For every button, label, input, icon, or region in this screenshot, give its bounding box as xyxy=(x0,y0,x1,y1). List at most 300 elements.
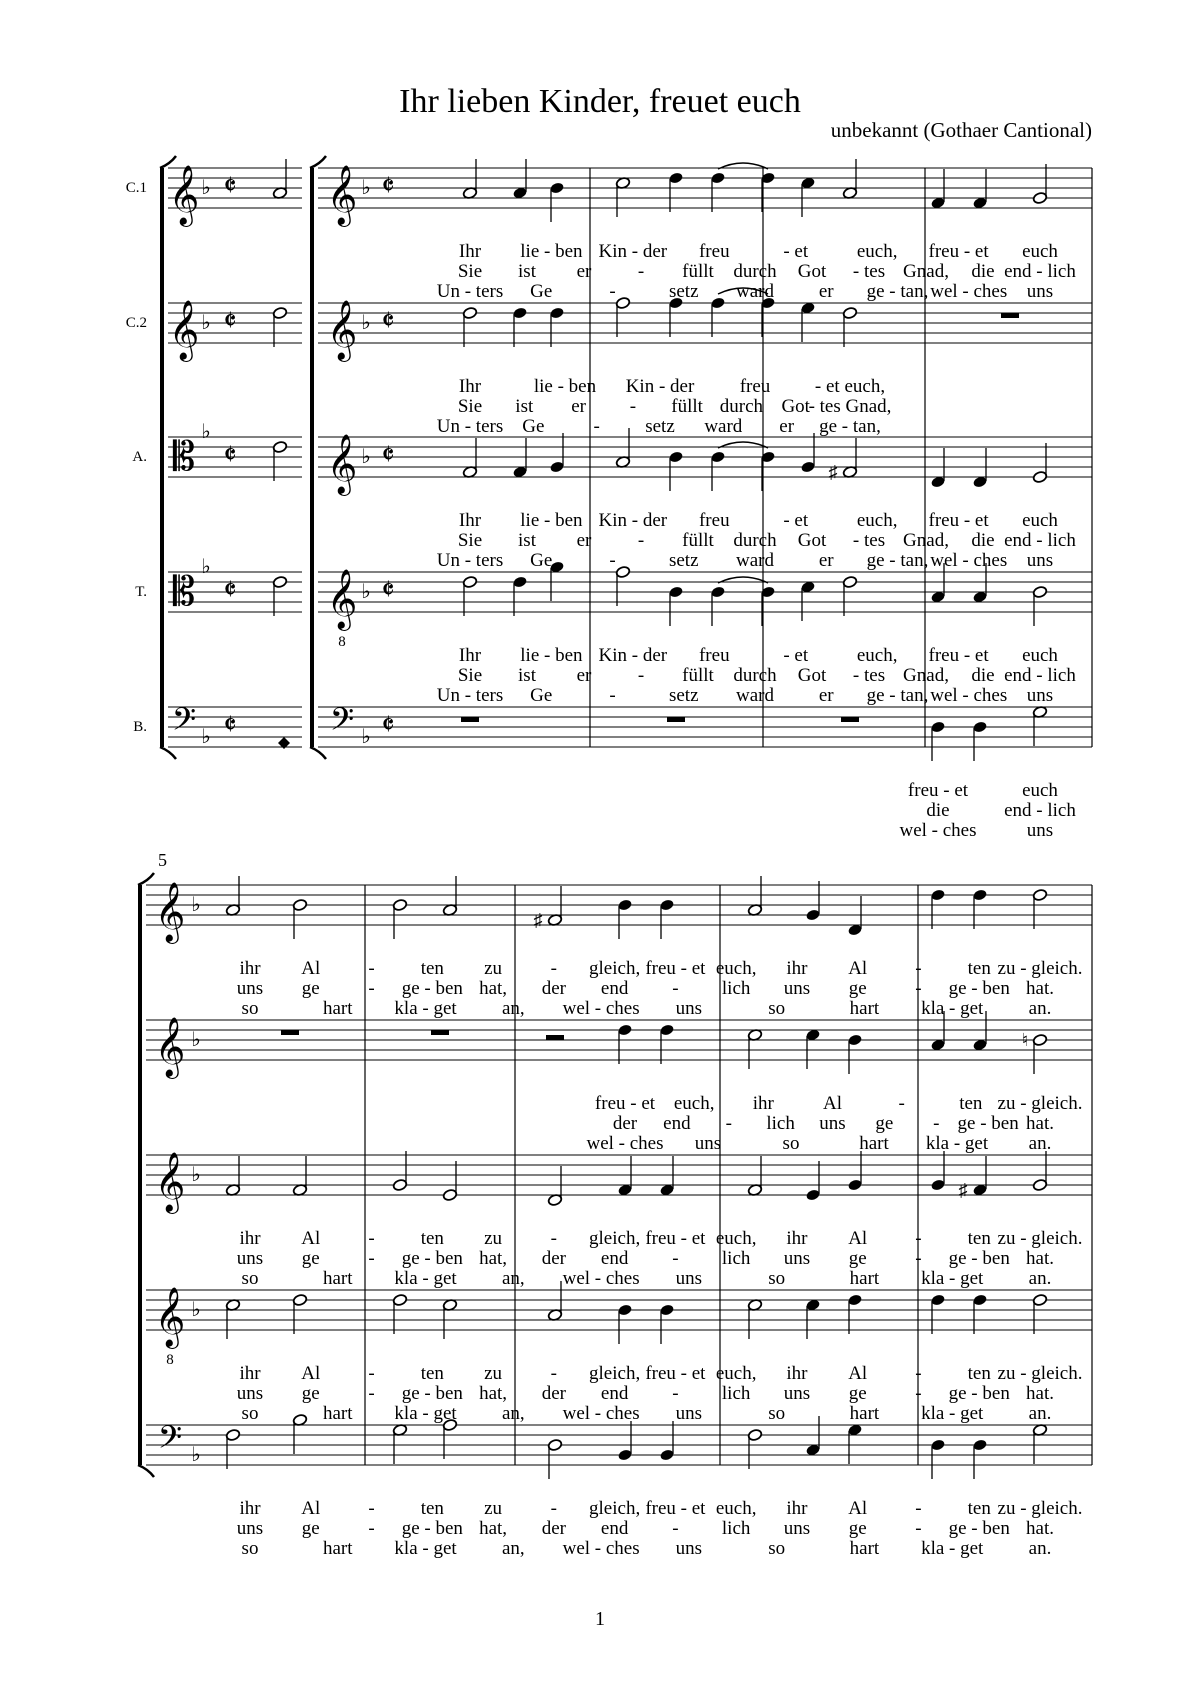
lyric-syllable: kla - get xyxy=(921,998,984,1019)
lyric-syllable: füllt xyxy=(682,261,714,282)
lyric-syllable: er xyxy=(818,685,834,706)
lyric-syllable: ward xyxy=(736,685,774,706)
lyric-syllable: freu - et xyxy=(907,780,969,801)
lyric-syllable: freu - et xyxy=(645,958,706,979)
lyric-syllable: ge xyxy=(301,1383,320,1404)
lyric-syllable: ten xyxy=(420,1498,444,1519)
lyric-syllable: euch, xyxy=(856,241,898,262)
composer-credit: unbekannt (Gothaer Cantional) xyxy=(830,118,1092,142)
lyric-syllable: Ge xyxy=(530,281,553,302)
c-clef-icon: 𝄡 xyxy=(172,569,196,614)
lyric-syllable: hart xyxy=(323,998,353,1019)
lyric-syllable: so xyxy=(782,1133,800,1154)
lyric-syllable: ihr xyxy=(786,1228,808,1249)
lyric-syllable: Al xyxy=(848,1228,868,1249)
lyric-syllable: freu - et xyxy=(645,1498,706,1519)
lyric-syllable: ward xyxy=(704,416,743,437)
lyric-syllable: - et euch, xyxy=(814,376,886,397)
lyric-syllable: an. xyxy=(1028,998,1052,1019)
lyric-syllable: freu - et xyxy=(645,1228,706,1249)
lyric-syllable: uns xyxy=(783,1518,811,1539)
lyric-syllable: zu - gleich. xyxy=(997,1228,1083,1249)
lyric-syllable: ist xyxy=(518,530,536,551)
lyric-syllable: end xyxy=(663,1113,691,1134)
lyric-syllable: zu - gleich. xyxy=(997,958,1083,979)
lyric-syllable: ge - ben xyxy=(948,978,1010,999)
lyric-syllable: freu xyxy=(698,510,730,531)
flat-key-signature-icon: ♭ xyxy=(361,581,371,603)
lyric-syllable: so xyxy=(768,1268,786,1289)
lyric-syllable: Un - ters xyxy=(436,550,504,571)
lyric-syllable: zu - gleich. xyxy=(997,1498,1083,1519)
lyric-syllable: hart xyxy=(849,1403,880,1424)
lyric-syllable: - et xyxy=(783,241,809,262)
lyric-syllable: ihr xyxy=(239,958,261,979)
lyric-syllable: der xyxy=(612,1113,638,1134)
lyric-syllable: ten xyxy=(967,1228,991,1249)
lyric-syllable: er xyxy=(576,530,592,551)
lyric-syllable: - xyxy=(368,1498,375,1519)
lyric-syllable: - xyxy=(915,1248,922,1269)
lyric-syllable: uns xyxy=(675,1403,703,1424)
lyric-syllable: uns xyxy=(819,1113,846,1134)
system1-bracket-top-hook xyxy=(310,156,326,168)
lyric-syllable: durch xyxy=(733,665,777,686)
lyric-syllable: ihr xyxy=(786,1498,808,1519)
lyric-syllable: zu xyxy=(484,1228,503,1249)
lyric-syllable: Sie xyxy=(457,396,483,417)
lyric-syllable: Al xyxy=(848,1363,868,1384)
lyric-syllable: end xyxy=(600,1383,629,1404)
lyric-syllable: Sie xyxy=(457,530,483,551)
lyric-syllable: hat, xyxy=(479,1248,508,1269)
lyric-syllable: wel - ches xyxy=(930,685,1008,706)
lyric-syllable: uns xyxy=(236,978,264,999)
lyric-syllable: uns xyxy=(236,1518,264,1539)
lyric-syllable: ge - ben xyxy=(948,1248,1010,1269)
whole-rest-icon xyxy=(461,717,479,722)
lyric-syllable: Sie xyxy=(457,665,483,686)
lyric-syllable: - xyxy=(915,978,922,999)
lyric-syllable: durch xyxy=(719,396,764,417)
lyric-syllable: ward xyxy=(736,281,774,302)
lyric-syllable: der xyxy=(541,1518,566,1539)
lyric-syllable: euch, xyxy=(856,510,898,531)
page-number: 1 xyxy=(595,1608,605,1630)
lyric-syllable: lie - ben xyxy=(520,241,583,262)
lyric-syllable: an, xyxy=(501,1403,525,1424)
lyric-syllable: freu xyxy=(698,645,730,666)
lyric-syllable: uns xyxy=(1026,820,1054,841)
lyric-syllable: hat. xyxy=(1026,978,1054,999)
lyric-syllable: end xyxy=(600,1518,629,1539)
lyric-syllable: Kin - der xyxy=(598,510,668,531)
flat-key-signature-icon: ♭ xyxy=(191,1299,201,1321)
lyric-syllable: kla - get xyxy=(921,1268,984,1289)
lyric-syllable: hart xyxy=(859,1133,889,1154)
lyric-syllable: füllt xyxy=(671,396,703,417)
cut-time-icon: 𝄵 xyxy=(381,439,395,472)
system1-bracket-bottom-hook xyxy=(310,747,326,759)
lyric-syllable: ihr xyxy=(752,1093,774,1114)
lyric-syllable: er xyxy=(571,396,586,417)
lyric-syllable: lie - ben xyxy=(533,376,597,397)
lyric-syllable: an. xyxy=(1028,1133,1052,1154)
flat-key-signature-icon: ♭ xyxy=(201,556,211,578)
lyric-syllable: gleich, xyxy=(589,1228,641,1249)
lyric-syllable: freu - et xyxy=(645,1363,706,1384)
lyric-syllable: wel - ches xyxy=(930,281,1008,302)
octave-treble-clef-mark: 8 xyxy=(166,1352,174,1368)
part-label-t: T. xyxy=(135,584,147,600)
lyric-syllable: ge xyxy=(301,978,320,999)
lyric-syllable: füllt xyxy=(682,665,714,686)
lyric-syllable: - xyxy=(637,665,645,686)
treble-clef-icon: 𝄞 xyxy=(326,302,358,359)
lyric-syllable: - xyxy=(593,416,600,437)
lyric-syllable: euch xyxy=(1022,241,1058,262)
lyric-syllable: an. xyxy=(1028,1403,1052,1424)
lyric-syllable: füllt xyxy=(682,530,714,551)
lyric-syllable: wel - ches xyxy=(562,1538,640,1559)
lyric-syllable: gleich, xyxy=(589,1363,641,1384)
lyric-syllable: euch xyxy=(1022,510,1058,531)
lyric-syllable: end - lich xyxy=(1004,665,1076,686)
lyric-syllable: - tes xyxy=(852,530,886,551)
lyric-syllable: Ihr xyxy=(458,645,482,666)
lyric-syllable: zu xyxy=(484,958,503,979)
lyric-syllable: Al xyxy=(848,958,868,979)
lyric-syllable: kla - get xyxy=(921,1403,984,1424)
treble-clef-icon: 𝄞 xyxy=(326,167,358,224)
lyric-syllable: lich xyxy=(721,1518,751,1539)
lyric-syllable: freu - et xyxy=(928,645,989,666)
half-rest-icon xyxy=(546,1035,564,1040)
lyric-syllable: - xyxy=(672,1518,679,1539)
lyric-syllable: die xyxy=(926,800,950,821)
lyric-syllable: uns xyxy=(783,1248,811,1269)
lyric-syllable: uns xyxy=(783,978,811,999)
lyric-syllable: zu xyxy=(484,1363,503,1384)
lyric-syllable: ge xyxy=(301,1518,320,1539)
lyric-syllable: lich xyxy=(766,1113,795,1134)
lyric-syllable: uns xyxy=(675,998,703,1019)
lyric-syllable: - xyxy=(368,978,375,999)
treble-clef-icon: 𝄞 xyxy=(154,884,186,941)
lyric-syllable: - tes Gnad, xyxy=(808,396,892,417)
lyric-syllable: Al xyxy=(848,1498,868,1519)
treble-clef-icon: 𝄞 xyxy=(168,167,200,224)
lyric-syllable: die xyxy=(971,665,995,686)
bass-clef-icon: 𝄢 xyxy=(329,703,355,745)
lyric-syllable: uns xyxy=(694,1133,722,1154)
whole-rest-icon xyxy=(841,717,859,722)
flat-key-signature-icon: ♭ xyxy=(201,421,211,443)
lyric-syllable: an, xyxy=(501,1538,525,1559)
lyric-syllable: hat, xyxy=(479,1383,508,1404)
measure-number: 5 xyxy=(158,850,167,870)
lyric-syllable: ge - ben xyxy=(401,1518,463,1539)
lyric-syllable: Kin - der xyxy=(625,376,695,397)
lyric-syllable: gleich, xyxy=(589,958,641,979)
lyric-syllable: Kin - der xyxy=(598,241,668,262)
lyric-syllable: gleich, xyxy=(589,1498,641,1519)
lyric-syllable: hat, xyxy=(479,978,508,999)
flat-key-signature-icon: ♭ xyxy=(191,894,201,916)
lyric-syllable: ihr xyxy=(786,958,808,979)
lyric-syllable: zu - gleich. xyxy=(997,1093,1083,1114)
lyric-syllable: hart xyxy=(849,1538,880,1559)
lyric-syllable: Got xyxy=(781,396,810,417)
lyric-syllable: er xyxy=(818,550,834,571)
lyric-syllable: Un - ters xyxy=(436,281,504,302)
lyric-syllable: Ihr xyxy=(458,510,482,531)
lyric-syllable: euch, xyxy=(715,1228,757,1249)
lyric-syllable: so xyxy=(768,1538,786,1559)
lyric-syllable: Kin - der xyxy=(598,645,668,666)
lyric-syllable: ten xyxy=(959,1093,983,1114)
lyric-syllable: an. xyxy=(1028,1268,1052,1289)
lyric-syllable: - xyxy=(915,958,922,979)
lyric-syllable: - xyxy=(933,1113,940,1134)
lyric-syllable: zu xyxy=(484,1498,503,1519)
lyric-syllable: ten xyxy=(420,1228,444,1249)
lyric-syllable: uns xyxy=(236,1248,264,1269)
lyric-syllable: - xyxy=(550,958,558,979)
sharp-accidental-icon: ♯ xyxy=(958,1180,968,1200)
lyric-syllable: - xyxy=(609,281,616,302)
lyric-syllable: Al xyxy=(823,1093,842,1114)
lyric-syllable: so xyxy=(241,1538,259,1559)
bass-clef-icon: 𝄢 xyxy=(157,1421,183,1463)
lyric-syllable: hart xyxy=(323,1538,353,1559)
lyric-syllable: Gnad, xyxy=(903,665,949,686)
part-label-c1: C.1 xyxy=(125,180,147,196)
lyric-syllable: ge xyxy=(301,1248,320,1269)
lyric-syllable: euch xyxy=(1022,645,1058,666)
lyric-syllable: - xyxy=(915,1383,922,1404)
lyric-syllable: ten xyxy=(967,958,991,979)
lyric-syllable: ward xyxy=(736,550,774,571)
lyric-syllable: Got xyxy=(797,530,827,551)
lyric-syllable: Un - ters xyxy=(436,685,504,706)
part-label-b: B. xyxy=(133,719,147,735)
lyric-syllable: end xyxy=(600,978,629,999)
lyric-syllable: der xyxy=(541,1383,566,1404)
treble-clef-icon: 𝄞 xyxy=(154,1154,186,1211)
lyric-syllable: - xyxy=(725,1113,732,1134)
lyric-syllable: - xyxy=(915,1228,922,1249)
lyric-syllable: kla - get xyxy=(394,1403,457,1424)
lyric-syllable: Ihr xyxy=(458,241,482,262)
lyric-syllable: - xyxy=(915,1498,922,1519)
lyric-syllable: euch, xyxy=(673,1093,715,1114)
lyric-syllable: hart xyxy=(323,1403,353,1424)
c-clef-icon: 𝄡 xyxy=(172,434,196,479)
cut-time-icon: 𝄵 xyxy=(223,439,237,472)
lyric-syllable: - xyxy=(368,1518,375,1539)
lyric-syllable: euch xyxy=(1022,780,1058,801)
lyric-syllable: - xyxy=(629,396,637,417)
lyric-syllable: uns xyxy=(236,1383,264,1404)
lyric-syllable: wel - ches xyxy=(899,820,977,841)
lyric-syllable: ge xyxy=(848,978,867,999)
lyric-syllable: - xyxy=(550,1228,558,1249)
system2-bracket-bottom-hook xyxy=(138,1465,154,1477)
lyric-syllable: uns xyxy=(675,1538,703,1559)
lyric-syllable: ge - tan, xyxy=(819,416,881,437)
natural-accidental-icon: ♮ xyxy=(1021,1030,1029,1050)
flat-key-signature-icon: ♭ xyxy=(361,446,371,468)
lyric-syllable: - xyxy=(672,1248,679,1269)
lyric-syllable: hat. xyxy=(1026,1383,1054,1404)
lyric-syllable: - xyxy=(368,1248,375,1269)
lyric-syllable: an. xyxy=(1028,1538,1052,1559)
cut-time-icon: 𝄵 xyxy=(223,574,237,607)
lyric-syllable: ge xyxy=(848,1518,867,1539)
lyric-syllable: - xyxy=(898,1093,905,1114)
treble-clef-icon: 𝄞 xyxy=(326,436,358,493)
flat-key-signature-icon: ♭ xyxy=(201,312,211,334)
whole-rest-icon xyxy=(1001,313,1019,318)
sharp-accidental-icon: ♯ xyxy=(828,462,838,482)
treble-clef-icon: 𝄞 xyxy=(154,1019,186,1076)
lyric-syllable: - et xyxy=(783,510,809,531)
lyric-syllable: ten xyxy=(967,1363,991,1384)
bass-clef-icon: 𝄢 xyxy=(171,703,197,745)
part-label-a: A. xyxy=(132,449,147,465)
lyric-syllable: uns xyxy=(1026,685,1054,706)
lyric-syllable: ihr xyxy=(239,1498,261,1519)
lyric-syllable: er xyxy=(818,281,834,302)
lyric-syllable: ten xyxy=(420,958,444,979)
lyric-syllable: ge - ben xyxy=(401,1383,463,1404)
lyric-syllable: er xyxy=(779,416,795,437)
lyric-syllable: end - lich xyxy=(1004,800,1076,821)
lyric-syllable: ihr xyxy=(239,1363,261,1384)
lyric-syllable: end xyxy=(600,1248,629,1269)
lyric-syllable: setz xyxy=(645,416,675,437)
lyric-syllable: ge xyxy=(848,1248,867,1269)
lyric-syllable: Un - ters xyxy=(436,416,504,437)
lyric-syllable: ge - tan, xyxy=(866,685,929,706)
lyric-syllable: - xyxy=(368,958,375,979)
cut-time-icon: 𝄵 xyxy=(381,170,395,203)
lyric-syllable: durch xyxy=(733,530,777,551)
lyric-syllable: so xyxy=(241,998,259,1019)
lyric-syllable: zu - gleich. xyxy=(997,1363,1083,1384)
flat-key-signature-icon: ♭ xyxy=(201,177,211,199)
lyric-syllable: setz xyxy=(668,685,699,706)
lyric-syllable: hat, xyxy=(479,1518,508,1539)
lyric-syllable: lich xyxy=(721,978,751,999)
cut-time-icon: 𝄵 xyxy=(381,305,395,338)
lyric-syllable: - xyxy=(915,1363,922,1384)
lyric-syllable: Ge xyxy=(530,550,553,571)
lyric-syllable: an, xyxy=(501,998,525,1019)
lyric-syllable: - xyxy=(637,530,645,551)
lyric-syllable: ge xyxy=(875,1113,894,1134)
lyric-syllable: Ihr xyxy=(458,376,482,397)
lyric-syllable: - tes xyxy=(852,261,886,282)
cut-time-icon: 𝄵 xyxy=(223,709,237,742)
lyric-syllable: er xyxy=(576,665,592,686)
lyric-syllable: hart xyxy=(849,998,880,1019)
lyric-syllable: - tes xyxy=(852,665,886,686)
treble-clef-icon: 𝄞 xyxy=(168,302,200,359)
cut-time-icon: 𝄵 xyxy=(223,170,237,203)
lyric-syllable: ge - ben xyxy=(948,1518,1010,1539)
lyric-syllable: ten xyxy=(420,1363,444,1384)
lyric-syllable: freu xyxy=(698,241,730,262)
lyric-syllable: kla - get xyxy=(925,1133,989,1154)
lyric-syllable: kla - get xyxy=(394,998,457,1019)
lyric-syllable: wel - ches xyxy=(586,1133,664,1154)
sharp-accidental-icon: ♯ xyxy=(533,910,543,930)
lyric-syllable: Sie xyxy=(457,261,483,282)
lyric-syllable: uns xyxy=(675,1268,703,1289)
lyric-syllable: wel - ches xyxy=(930,550,1008,571)
lyric-syllable: wel - ches xyxy=(562,1268,640,1289)
flat-key-signature-icon: ♭ xyxy=(191,1029,201,1051)
octave-treble-clef-mark: 8 xyxy=(338,634,346,650)
lyric-syllable: ge - ben xyxy=(401,978,463,999)
lyric-syllable: ten xyxy=(967,1498,991,1519)
lyric-syllable: Al xyxy=(301,958,321,979)
lyric-syllable: Ge xyxy=(530,685,553,706)
lyric-syllable: Ge xyxy=(522,416,545,437)
lyric-syllable: ge xyxy=(848,1383,867,1404)
cut-time-icon: 𝄵 xyxy=(381,574,395,607)
lyric-syllable: der xyxy=(541,978,566,999)
lyric-syllable: hat. xyxy=(1026,1113,1054,1134)
lyric-syllable: ihr xyxy=(786,1363,808,1384)
lyric-syllable: Al xyxy=(301,1498,321,1519)
lyric-syllable: kla - get xyxy=(921,1538,984,1559)
lyric-syllable: - xyxy=(672,1383,679,1404)
lyric-syllable: wel - ches xyxy=(562,1403,640,1424)
flat-key-signature-icon: ♭ xyxy=(361,726,371,748)
system2-bracket-top-hook xyxy=(138,873,154,885)
lyric-syllable: - xyxy=(609,685,616,706)
lyric-syllable: uns xyxy=(783,1383,811,1404)
lyric-syllable: hat. xyxy=(1026,1248,1054,1269)
lyric-syllable: setz xyxy=(668,281,699,302)
treble-clef-icon: 𝄞 xyxy=(154,1289,186,1346)
lyric-syllable: ge - ben xyxy=(401,1248,463,1269)
whole-rest-icon xyxy=(431,1030,449,1035)
lyric-syllable: lie - ben xyxy=(520,645,583,666)
lyric-syllable: - xyxy=(368,1363,375,1384)
lyric-syllable: die xyxy=(971,530,995,551)
lyric-syllable: die xyxy=(971,261,995,282)
lyric-syllable: freu xyxy=(739,376,771,397)
flat-key-signature-icon: ♭ xyxy=(361,312,371,334)
lyric-syllable: - xyxy=(609,550,616,571)
lyric-syllable: so xyxy=(241,1268,259,1289)
lyric-syllable: freu - et xyxy=(928,241,989,262)
lyric-syllable: kla - get xyxy=(394,1268,457,1289)
lyric-syllable: freu - et xyxy=(594,1093,656,1114)
lyric-syllable: euch, xyxy=(715,1363,757,1384)
flat-key-signature-icon: ♭ xyxy=(361,177,371,199)
lyric-syllable: an, xyxy=(501,1268,525,1289)
lyric-syllable: ge - ben xyxy=(957,1113,1019,1134)
cut-time-icon: 𝄵 xyxy=(223,305,237,338)
lyric-syllable: end - lich xyxy=(1004,261,1076,282)
lyric-syllable: end - lich xyxy=(1004,530,1076,551)
lyric-syllable: Gnad, xyxy=(903,530,949,551)
